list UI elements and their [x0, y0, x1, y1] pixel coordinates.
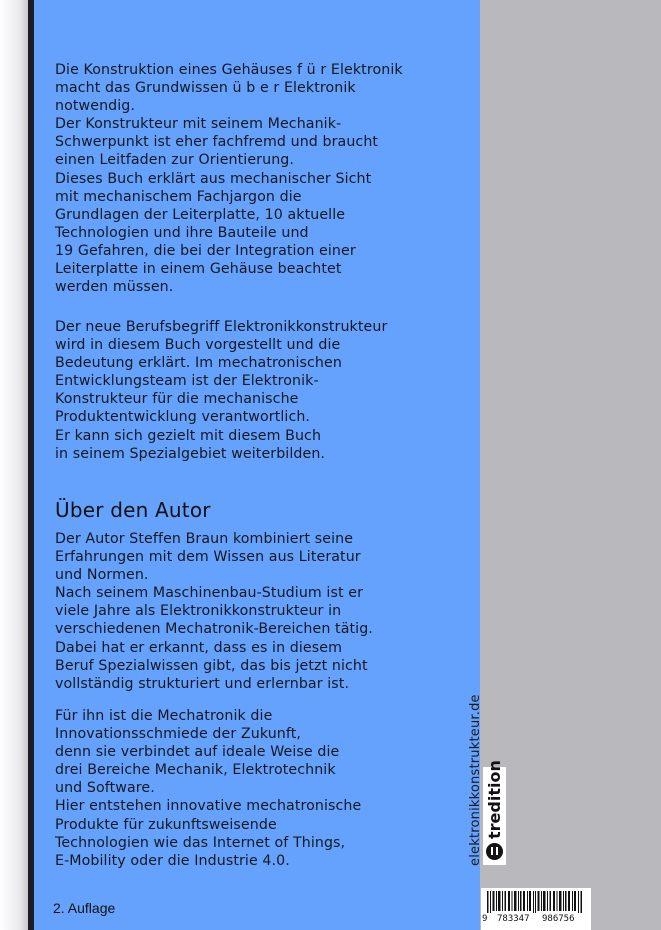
author-heading: Über den Autor — [55, 498, 211, 522]
blurb-paragraph-2: Der neue Berufsbegriff Elektronikkonstrukteur wird in diesem Buch vorgestellt und die Bedeutung erklärt. Im mechatronischen Entwicklungsteam ist der Elektronik- Konstrukteur für die mechanische Produktentwicklung verantwortlich. Er kann sich gezielt mit diesem Buch in seinem Spezialgebiet weiterbilden. — [55, 319, 388, 462]
tredition-logo-icon — [486, 843, 503, 860]
author-paragraph-1: Der Autor Steffen Braun kombiniert seine Erfahrungen mit dem Wissen aus Literatur und Normen. Nach seinem Maschinenbau-Studium ist er viele Jahre als Elektronikkonstrukteur in verschiedenen Mechatronik-Bereichen tätig. Dabei hat er erkannt, dass es in diesem Beruf Spezialwissen gibt, das bis jetzt nicht vollständig strukturiert und erlernbar ist. — [55, 531, 373, 692]
publisher-badge — [483, 760, 506, 865]
barcode-bars-icon — [487, 891, 585, 913]
author-paragraph-2: Für ihn ist die Mechatronik die Innovationsschmiede der Zukunft, denn sie verbindet auf ideale Weise die drei Bereiche Mechanik, Elektrotechnik und Software. Hier entstehen innovative mechatronische Produkte für zukunftsweisende Technologien wie das Internet of Things, E-Mobility oder die Industrie 4.0. — [55, 708, 362, 869]
publisher-name: tredition — [485, 760, 504, 839]
blurb-paragraph-1: Die Konstruktion eines Gehäuses f ü r Elektronik macht das Grundwissen ü b e r Elektronik notwendig. Der Konstrukteur mit seinem Mechanik- Schwerpunkt ist eher fachfremd und braucht einen Leitfaden zur Orientierung. Dieses Buch erklärt aus mechanischer Sicht mit mechanischem Fachjargon die Grundlagen der Leiterplatte, 10 aktuelle Technologien und ihre Bauteile und 19 Gefahren, die bei der Integration einer Leiterplatte in einem Gehäuse beachtet werden müssen. — [55, 62, 403, 296]
barcode-digit-prefix: 9 — [482, 914, 488, 924]
edition-label: 2. Auflage — [53, 900, 116, 916]
isbn-barcode — [481, 888, 591, 930]
website-url: elektronikkonstrukteur.de — [468, 694, 483, 866]
barcode-digit-group-2: 986756 — [542, 914, 575, 924]
page-edge-shadow — [0, 0, 30, 930]
barcode-digit-group-1: 783347 — [497, 914, 530, 924]
